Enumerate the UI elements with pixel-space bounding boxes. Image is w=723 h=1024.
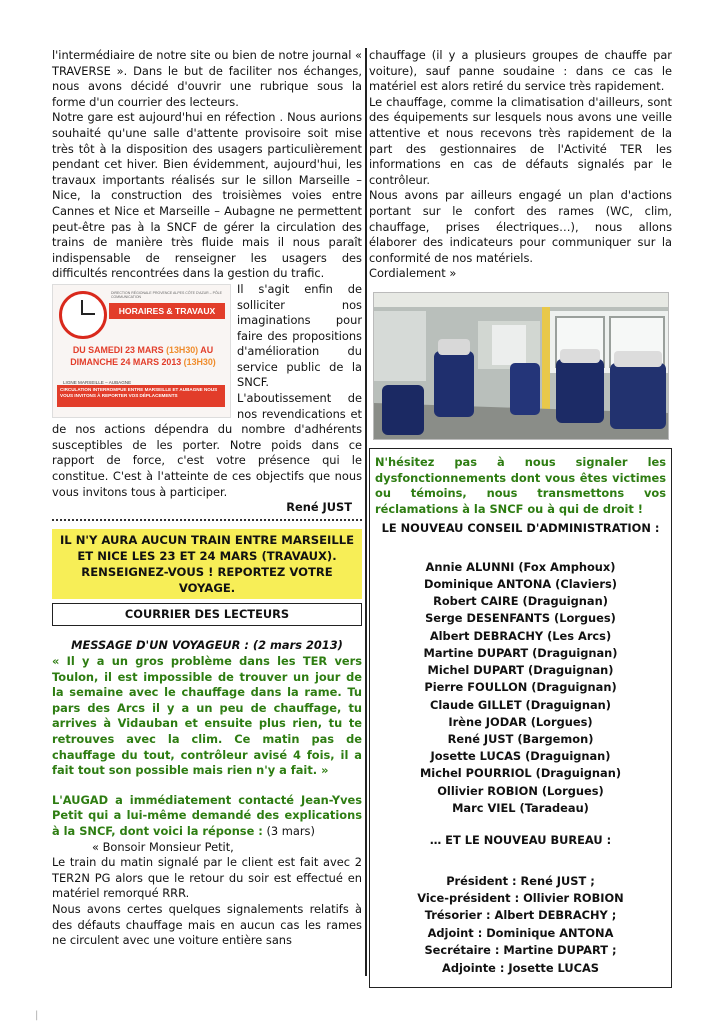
member-item: Irène JODAR (Lorgues) <box>448 714 593 729</box>
reply-paragraph-2: Nous avons certes quelques signalements relatifs à des défauts chauffage mais en aucun cas les rames ne circulent avec une voiture entière sans <box>52 901 362 948</box>
member-item: Albert DEBRACHY (Les Arcs) <box>429 628 612 643</box>
augad-paragraph <box>52 793 362 840</box>
continuation-paragraph: chauffage (il y a plusieurs groupes de chauffe par voiture), sauf panne soudaine : dans ce cas le matériel est alors retiré du service très rapidement. <box>369 48 672 94</box>
bureau-item: Adjoint : Dominique ANTONA <box>427 925 614 940</box>
members-list <box>375 559 666 817</box>
bureau-title: … ET LE NOUVEAU BUREAU : <box>429 832 612 847</box>
council-box <box>369 448 672 988</box>
augad-date: (3 mars) <box>262 823 315 838</box>
member-item: Josette LUCAS (Draguignan) <box>430 749 611 764</box>
train-interior-photo <box>373 292 669 440</box>
poster-banner: HORAIRES & TRAVAUX <box>109 303 225 319</box>
alert-line-1: IL N'Y AURA AUCUN TRAIN ENTRE MARSEILLE <box>59 532 355 547</box>
clock-icon <box>59 291 107 339</box>
alert-line-2: ET NICE LES 23 ET 24 MARS (TRAVAUX). <box>77 548 337 563</box>
bureau-item: Vice-président : Ollivier ROBION <box>417 890 624 905</box>
bureau-list <box>375 873 666 977</box>
message-quote: « Il y a un gros problème dans les TER vers Toulon, il est impossible de trouver un jour de la semaine avec le chauffage dans la rame. Tu pars des Arcs il y a un peu de chauffage, tu arrives à Vidauban et ensuite plus rien, tu te retrouves avec la clim. Ce matin pas de chauffage du tout, contrôleur avisé 4 fois, il a fait tout son possible mais rien n'y a fait. » <box>52 654 362 778</box>
member-item: Pierre FOULLON (Draguignan) <box>424 680 617 695</box>
member-item: Ollivier ROBION (Lorgues) <box>437 783 604 798</box>
member-item: Annie ALUNNI (Fox Amphoux) <box>425 559 616 574</box>
reply-paragraph-1: Le train du matin signalé par le client est fait avec 2 TER2N PG alors que le retour du soir est effectué en matériel remorqué RRR. <box>52 855 362 901</box>
bureau-item: Adjointe : Josette LUCAS <box>442 960 599 975</box>
bureau-item: Trésorier : Albert DEBRACHY ; <box>424 908 617 923</box>
alert-line-3: RENSEIGNEZ-VOUS ! REPORTEZ VOTRE VOYAGE. <box>81 564 333 595</box>
right-column <box>369 48 672 988</box>
greeting: « Bonsoir Monsieur Petit, <box>92 839 234 854</box>
message-title: MESSAGE D'UN VOYAGEUR : (2 mars 2013) <box>71 638 343 653</box>
bureau-item: Secrétaire : Martine DUPART ; <box>424 943 617 958</box>
poster-line-1: DU SAMEDI 23 MARS (13H30) AU <box>72 344 214 355</box>
council-title: LE NOUVEAU CONSEIL D'ADMINISTRATION : <box>381 521 660 536</box>
action-paragraph: Nous avons par ailleurs engagé un plan d'actions portant sur le confort des rames (WC, clim, chauffage, prises électriques…), nous allons élaborer des indicateurs pour communiquer sur la conformité de nos matériels. <box>369 188 672 265</box>
bureau-item: Président : René JUST ; <box>446 873 595 888</box>
signature: René JUST <box>286 500 352 515</box>
member-item: Claude GILLET (Draguignan) <box>430 697 611 712</box>
member-item: René JUST (Bargemon) <box>447 731 594 746</box>
float-paragraph: Il s'agit enfin de solliciter nos imaginations pour faire des propositions d'amélioration du service public de la SNCF. L'aboutissement de nos revendications et de nos actions dépendra du nombre d'adhérents susceptibles de les porter. Notre poids dans ce rapport de force, c'est votre présence qui le constitue. C'est à l'atteinte de ces objectifs que nous vous invitons tous à participer. <box>52 281 362 499</box>
member-item: Michel DUPART (Draguignan) <box>427 663 614 678</box>
dotted-separator <box>52 519 362 521</box>
augad-green: L'AUGAD a immédiatement contacté Jean-Yves Petit qui a lui-même demandé des explications à la SNCF, dont voici la réponse : <box>52 792 362 838</box>
text-cursor-icon: | <box>35 1010 39 1021</box>
heating-paragraph: Le chauffage, comme la climatisation d'ailleurs, sont des équipements sur lesquels nous avons une veille attentive et nous recevons très rapidement de la part des gestionnaires de l'Activité TER les informations en cas de défauts signalés par le contrôleur. <box>369 94 672 187</box>
poster-block <box>52 282 362 500</box>
closing: Cordialement » <box>369 266 457 281</box>
intro-paragraph: l'intermédiaire de notre site ou bien de notre journal « TRAVERSE ». Dans le but de faciliter nos échanges, nous avons décidé d'ouvrir une rubrique sous la forme d'un courrier des lecteurs. <box>52 48 362 109</box>
member-item: Martine DUPART (Draguignan) <box>423 645 618 660</box>
member-item: Robert CAIRE (Draguignan) <box>433 594 608 609</box>
left-column <box>52 48 362 949</box>
poster-route: LIGNE MARSEILLE – AUBAGNE <box>63 379 132 385</box>
poster-header: DIRECTION RÉGIONALE PROVENCE ALPES CÔTE D'AZUR – PÔLE COMMUNICATION <box>111 290 222 299</box>
poster-line-2: DIMANCHE 24 MARS 2013 (13H30) <box>70 356 216 367</box>
member-item: Michel POURRIOL (Draguignan) <box>419 766 622 781</box>
member-item: Marc VIEL (Taradeau) <box>452 800 589 815</box>
station-paragraph: Notre gare est aujourd'hui en réfection . Nous aurions souhaité qu'une salle d'attente provisoire soit mise très tôt à la disposition des usagers particulièrement pendant cet hiver. Bien évidemment, aujourd'hui, les travaux importants réalisés sur le sillon Marseille – Nice, la construction des troisièmes voies entre Cannes et Nice et Marseille – Aubagne ne permettent peut-être pas à la SNCF de gérer la circulation des trains de manière très fluide mais il nous paraît indispensable de renseigner les usagers des difficultés rencontrées dans la gestion du trafic. <box>52 110 362 281</box>
alert-banner <box>52 529 362 599</box>
poster-notice: CIRCULATION INTERROMPUE ENTRE MARSEILLE ET AUBAGNE NOUS VOUS INVITONS À REPORTER VOS DÉPLACEMENTS <box>57 385 225 407</box>
works-poster-image <box>52 284 231 418</box>
member-item: Serge DESENFANTS (Lorgues) <box>425 611 616 626</box>
column-divider <box>365 48 367 976</box>
member-item: Dominique ANTONA (Claviers) <box>424 577 617 592</box>
courrier-title: COURRIER DES LECTEURS <box>52 603 362 627</box>
box-intro: N'hésitez pas à nous signaler les dysfonctionnements dont vous êtes victimes ou témoins, nous transmettons vos réclamations à la SNCF ou à qui de droit ! <box>375 454 666 516</box>
train-interior-illustration <box>374 293 668 439</box>
